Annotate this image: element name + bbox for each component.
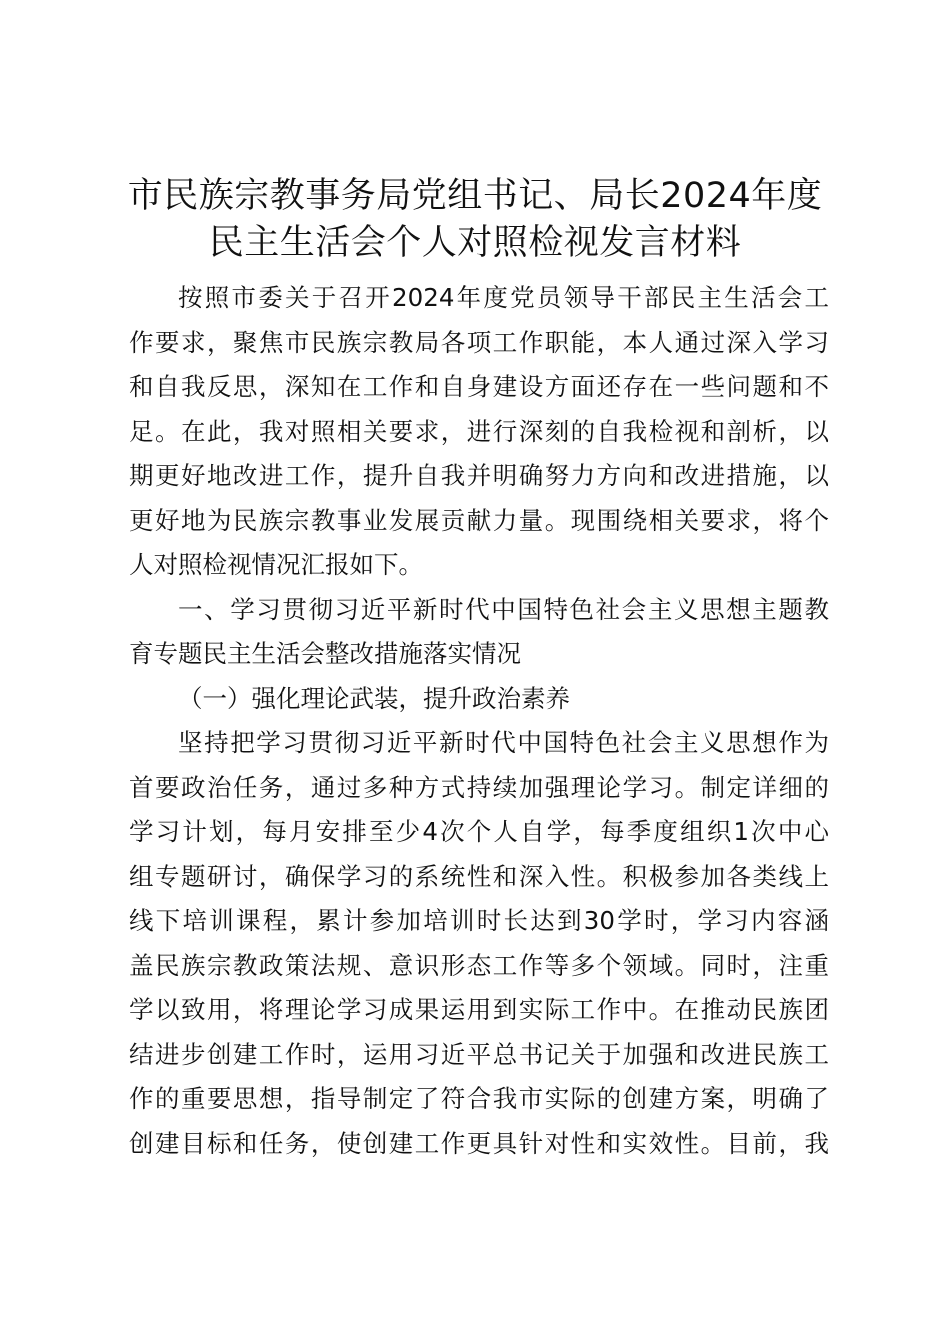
- paragraph-line: 坚持把学习贯彻习近平新时代中国特色社会主义思想作为: [178, 728, 829, 757]
- paragraph-line: 更好地为民族宗教事业发展贡献力量。现围绕相关要求，将个: [129, 505, 829, 535]
- document-title-line-1: 市民族宗教事务局党组书记、局长2024年度: [127, 176, 823, 216]
- paragraph-theory-study: [129, 721, 829, 1166]
- document-body: [129, 276, 829, 1166]
- heading-line: （一）强化理论武装，提升政治素养: [178, 683, 570, 713]
- paragraph-line: 期更好地改进工作，提升自我并明确努力方向和改进措施，以: [129, 461, 829, 490]
- document-title-line-2: 民主生活会个人对照检视发言材料: [208, 223, 742, 263]
- paragraph-line: 线下培训课程，累计参加培训时长达到30学时，学习内容涵: [129, 906, 829, 935]
- paragraph-line: 作要求，聚焦市民族宗教局各项工作职能，本人通过深入学习: [129, 327, 829, 357]
- paragraph-line: 盖民族宗教政策法规、意识形态工作等多个领域。同时，注重: [129, 950, 829, 980]
- section-heading-1: [129, 588, 829, 677]
- paragraph-line: 结进步创建工作时，运用习近平总书记关于加强和改进民族工: [129, 1039, 829, 1069]
- paragraph-line: 创建目标和任务，使创建工作更具针对性和实效性。目前，我: [129, 1128, 829, 1158]
- paragraph-line: 和自我反思，深知在工作和自身建设方面还存在一些问题和不: [129, 372, 829, 401]
- paragraph-line: 首要政治任务，通过多种方式持续加强理论学习。制定详细的: [129, 772, 829, 802]
- paragraph-line: 学以致用，将理论学习成果运用到实际工作中。在推动民族团: [129, 995, 829, 1024]
- subsection-heading-1: [129, 677, 829, 722]
- paragraph-line: 组专题研讨，确保学习的系统性和深入性。积极参加各类线上: [129, 861, 829, 891]
- paragraph-line: 作的重要思想，指导制定了符合我市实际的创建方案，明确了: [129, 1084, 829, 1113]
- heading-line: 一、学习贯彻习近平新时代中国特色社会主义思想主题教: [178, 594, 829, 624]
- paragraph-line: 足。在此，我对照相关要求，进行深刻的自我检视和剖析，以: [129, 416, 829, 446]
- paragraph-line: 按照市委关于召开2024年度党员领导干部民主生活会工: [178, 283, 829, 312]
- heading-line: 育专题民主生活会整改措施落实情况: [129, 639, 521, 668]
- paragraph-intro: [129, 276, 829, 588]
- paragraph-line: 学习计划，每月安排至少4次个人自学，每季度组织1次中心: [129, 817, 829, 846]
- paragraph-line: 人对照检视情况汇报如下。: [129, 550, 423, 579]
